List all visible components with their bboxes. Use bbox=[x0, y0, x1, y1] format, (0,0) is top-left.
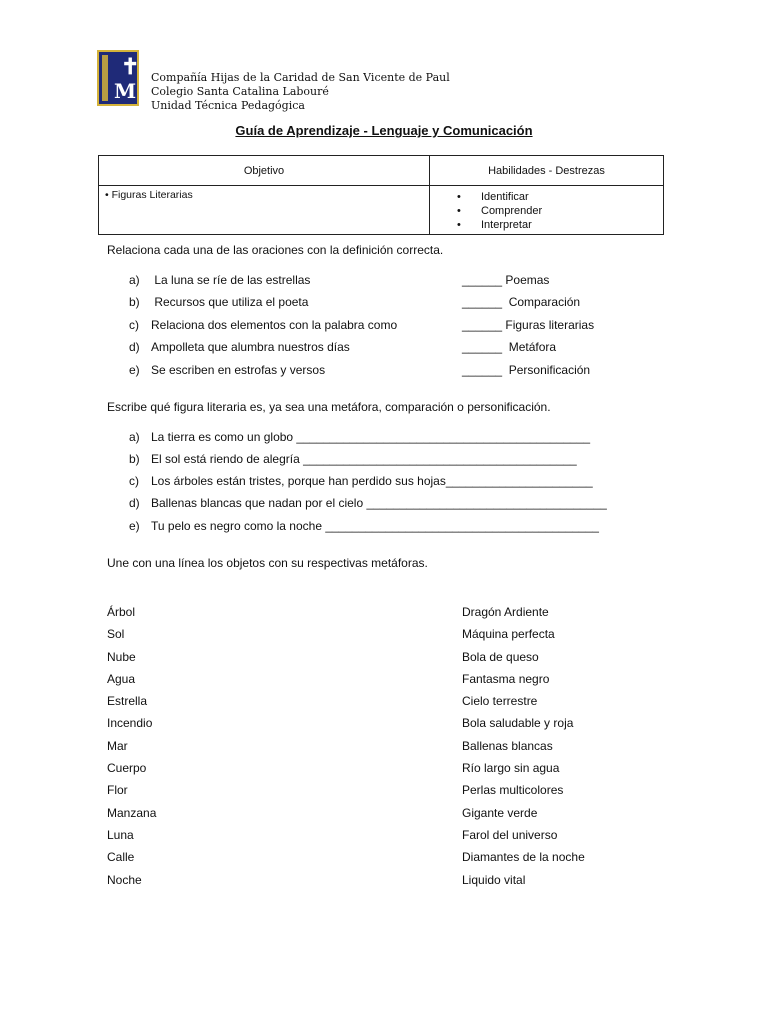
match-item bbox=[129, 273, 310, 287]
metaphor-item: Río largo sin agua bbox=[462, 761, 560, 776]
item-label: a) bbox=[129, 273, 140, 287]
object-item: Calle bbox=[107, 850, 135, 865]
document-title: Guía de Aprendizaje - Lenguaje y Comunicación bbox=[235, 123, 533, 138]
object-item: Cuerpo bbox=[107, 761, 147, 776]
match-answer bbox=[462, 340, 556, 354]
school-line: Colegio Santa Catalina Labouré bbox=[151, 85, 329, 98]
object-item: Flor bbox=[107, 783, 128, 798]
item-label: c) bbox=[129, 474, 139, 488]
item-label: c) bbox=[129, 318, 139, 332]
item-label: e) bbox=[129, 363, 140, 377]
objectives-table bbox=[98, 155, 664, 235]
metaphor-item: Cielo terrestre bbox=[462, 694, 538, 709]
skill-item: • Interpretar bbox=[481, 218, 662, 232]
metaphor-item: Liquido vital bbox=[462, 872, 526, 887]
logo-letter: M bbox=[114, 79, 137, 103]
object-item: Árbol bbox=[107, 605, 136, 619]
item-label: d) bbox=[129, 340, 140, 354]
item-label: b) bbox=[129, 295, 140, 309]
metaphor-item: Perlas multicolores bbox=[462, 783, 564, 798]
school-line: Compañía Hijas de la Caridad de San Vicente de Paul bbox=[151, 71, 450, 84]
objective-header: Objetivo bbox=[99, 156, 430, 186]
section1-instruction: Relaciona cada una de las oraciones con la definición correcta. bbox=[107, 243, 444, 257]
answer-blank: ______ bbox=[462, 340, 503, 354]
skills-header: Habilidades - Destrezas bbox=[430, 156, 664, 186]
exercise-item bbox=[129, 474, 593, 488]
item-text: Recursos que utiliza el poeta bbox=[154, 295, 309, 309]
section3-instruction: Une con una línea los objetos con su respectivas metáforas. bbox=[107, 556, 428, 570]
object-item: Manzana bbox=[107, 805, 157, 820]
object-item: Estrella bbox=[107, 694, 148, 709]
item-label: b) bbox=[129, 452, 140, 466]
metaphor-item: Máquina perfecta bbox=[462, 627, 555, 642]
metaphor-item: Ballenas blancas bbox=[462, 738, 553, 753]
match-item bbox=[129, 363, 325, 377]
metaphor-item: Bola de queso bbox=[462, 649, 539, 664]
item-label: e) bbox=[129, 519, 140, 533]
skill-item: • Comprender bbox=[481, 204, 662, 218]
objects-column bbox=[107, 601, 156, 891]
item-label: d) bbox=[129, 496, 140, 510]
answer-blank: ______ bbox=[462, 295, 503, 309]
skills-list bbox=[431, 187, 662, 232]
metaphor-item: Dragón Ardiente bbox=[462, 605, 549, 619]
skill-item: • Identificar bbox=[481, 190, 662, 204]
item-text: Los árboles están tristes, porque han perdido sus hojas______________________ bbox=[151, 474, 593, 488]
exercise-item bbox=[129, 452, 577, 466]
match-item bbox=[129, 340, 350, 354]
answer-text: Metáfora bbox=[508, 340, 557, 354]
answer-text: Poemas bbox=[505, 273, 550, 287]
item-text: El sol está riendo de alegría _________________________________________ bbox=[151, 452, 577, 466]
answer-text: Figuras literarias bbox=[505, 318, 595, 332]
answer-blank: ______ bbox=[462, 318, 503, 332]
match-item bbox=[129, 318, 397, 332]
answer-blank: ______ bbox=[462, 363, 503, 377]
match-answer bbox=[462, 318, 594, 332]
item-text: Ampolleta que alumbra nuestros días bbox=[151, 340, 350, 354]
object-item: Agua bbox=[107, 671, 136, 686]
object-item: Mar bbox=[107, 738, 128, 753]
match-answer bbox=[462, 273, 549, 287]
school-header bbox=[151, 71, 450, 113]
section2-instruction: Escribe qué figura literaria es, ya sea una metáfora, comparación o personificación. bbox=[107, 400, 551, 414]
answer-text: Comparación bbox=[508, 295, 581, 309]
metaphor-item: Bola saludable y roja bbox=[462, 716, 574, 731]
answer-blank: ______ bbox=[462, 273, 503, 287]
metaphors-column bbox=[462, 601, 585, 891]
metaphor-item: Gigante verde bbox=[462, 805, 538, 820]
item-text: Ballenas blancas que nadan por el cielo ____________________________________ bbox=[151, 496, 607, 510]
item-text: Relaciona dos elementos con la palabra como bbox=[151, 318, 398, 332]
metaphor-item: Diamantes de la noche bbox=[462, 850, 585, 865]
object-item: Noche bbox=[107, 872, 142, 887]
metaphor-item: Farol del universo bbox=[462, 827, 558, 842]
exercise-item bbox=[129, 496, 607, 510]
school-line: Unidad Técnica Pedagógica bbox=[151, 99, 305, 112]
school-logo bbox=[97, 50, 139, 106]
match-answer bbox=[462, 363, 590, 377]
object-item: Luna bbox=[107, 827, 134, 842]
object-item: Sol bbox=[107, 627, 125, 642]
answer-text: Personificación bbox=[508, 363, 591, 377]
match-item bbox=[129, 295, 308, 309]
item-text: La luna se ríe de las estrellas bbox=[154, 273, 311, 287]
item-text: Se escriben en estrofas y versos bbox=[151, 363, 326, 377]
exercise-item bbox=[129, 430, 590, 444]
match-answer bbox=[462, 295, 580, 309]
skills-cell bbox=[430, 186, 664, 235]
object-item: Incendio bbox=[107, 716, 153, 731]
exercise-item bbox=[129, 519, 599, 533]
metaphor-item: Fantasma negro bbox=[462, 671, 550, 686]
item-text: Tu pelo es negro como la noche _________________________________________ bbox=[151, 519, 599, 533]
object-item: Nube bbox=[107, 649, 136, 664]
item-label: a) bbox=[129, 430, 140, 444]
logo-side-band bbox=[102, 55, 108, 101]
item-text: La tierra es como un globo ____________________________________________ bbox=[151, 430, 591, 444]
cross-icon: ✝ bbox=[121, 54, 140, 80]
objective-cell: • Figuras Literarias bbox=[99, 186, 430, 235]
